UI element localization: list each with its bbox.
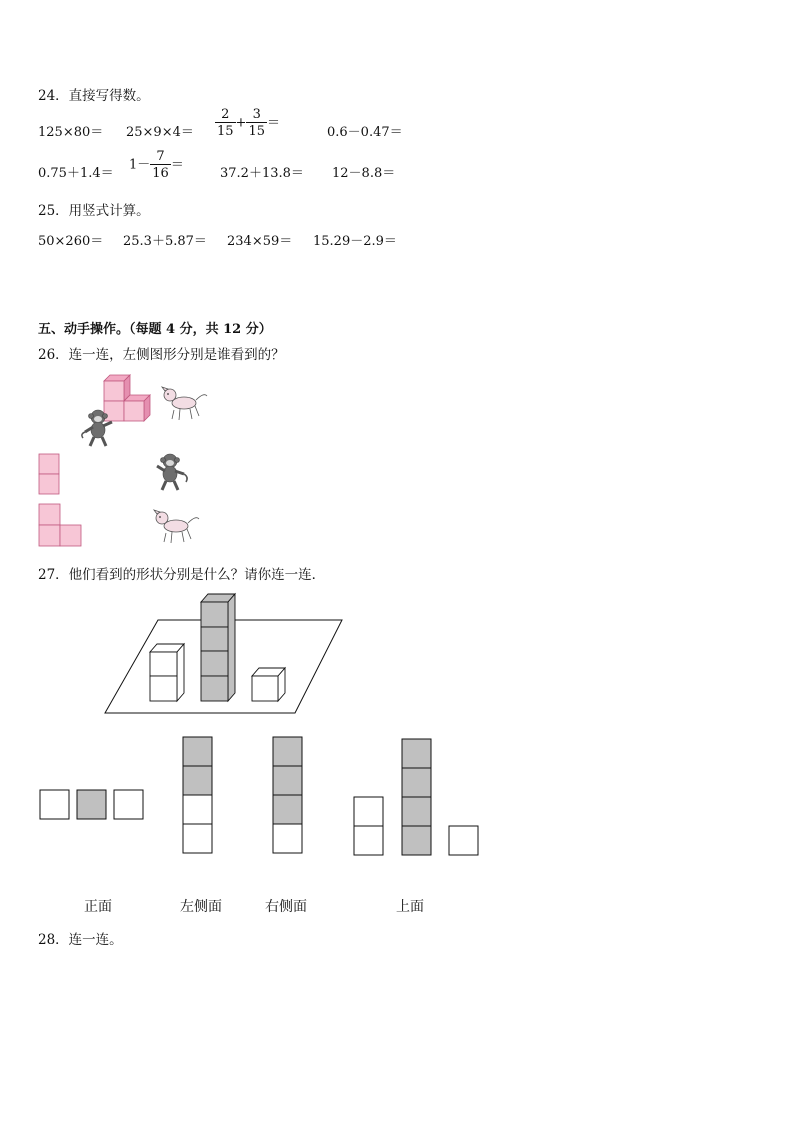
equals-sign: ＝ bbox=[170, 157, 184, 173]
expr-prefix: 1－ bbox=[129, 157, 151, 173]
q24-expr-2: 25×9×4＝ bbox=[126, 125, 194, 140]
numerator: 2 bbox=[221, 107, 230, 122]
q27-view-front-composite bbox=[353, 738, 483, 858]
section-5-title: 五、动手操作。（每题 4 分，共 12 分） bbox=[38, 322, 272, 337]
q25-item-3: 234×59＝ bbox=[227, 234, 293, 249]
q24-expr-3 bbox=[215, 108, 280, 138]
q25-item-1: 50×260＝ bbox=[38, 234, 104, 249]
label-right-side: 右侧面 bbox=[265, 899, 307, 915]
fraction bbox=[215, 108, 236, 138]
q27-view-column-2gray bbox=[182, 736, 216, 856]
numerator: 7 bbox=[156, 149, 165, 164]
q28-title: 28．连一连。 bbox=[38, 932, 123, 948]
q24-expr-5: 0.75＋1.4＝ bbox=[38, 166, 114, 181]
monkey-icon bbox=[78, 408, 116, 448]
label-front: 正面 bbox=[84, 899, 112, 915]
label-top: 上面 bbox=[396, 899, 424, 915]
q26-shape-l bbox=[38, 503, 84, 547]
plus-sign: + bbox=[235, 115, 247, 131]
q27-title: 27．他们看到的形状分别是什么？请你连一连． bbox=[38, 567, 326, 583]
q24-title: 24．直接写得数。 bbox=[38, 88, 150, 104]
dog-icon bbox=[152, 508, 202, 546]
numerator: 3 bbox=[252, 107, 261, 122]
q25-item-4: 15.29－2.9＝ bbox=[313, 234, 397, 249]
q26-shape-vertical bbox=[38, 453, 62, 497]
q25-item-2: 25.3＋5.87＝ bbox=[123, 234, 207, 249]
q24-expr-4: 0.6－0.47＝ bbox=[327, 125, 403, 140]
denominator: 15 bbox=[217, 124, 234, 139]
q26-title: 26．连一连，左侧图形分别是谁看到的？ bbox=[38, 347, 285, 363]
label-left-side: 左侧面 bbox=[180, 899, 222, 915]
q24-expr-1: 125×80＝ bbox=[38, 125, 104, 140]
monkey-icon bbox=[152, 452, 190, 492]
q27-view-column-3gray bbox=[272, 736, 306, 856]
q24-expr-7: 37.2＋13.8＝ bbox=[220, 166, 304, 181]
denominator: 16 bbox=[152, 166, 169, 181]
fraction bbox=[150, 150, 171, 180]
q24-expr-6 bbox=[129, 150, 184, 180]
dog-icon bbox=[160, 386, 210, 422]
q24-expr-8: 12－8.8＝ bbox=[332, 166, 396, 181]
equals-sign: ＝ bbox=[267, 115, 281, 131]
q25-title: 25．用竖式计算。 bbox=[38, 203, 150, 219]
q27-view-horizontal-row bbox=[39, 789, 147, 823]
fraction bbox=[246, 108, 267, 138]
q27-3d-scene bbox=[100, 590, 350, 720]
denominator: 15 bbox=[248, 124, 265, 139]
